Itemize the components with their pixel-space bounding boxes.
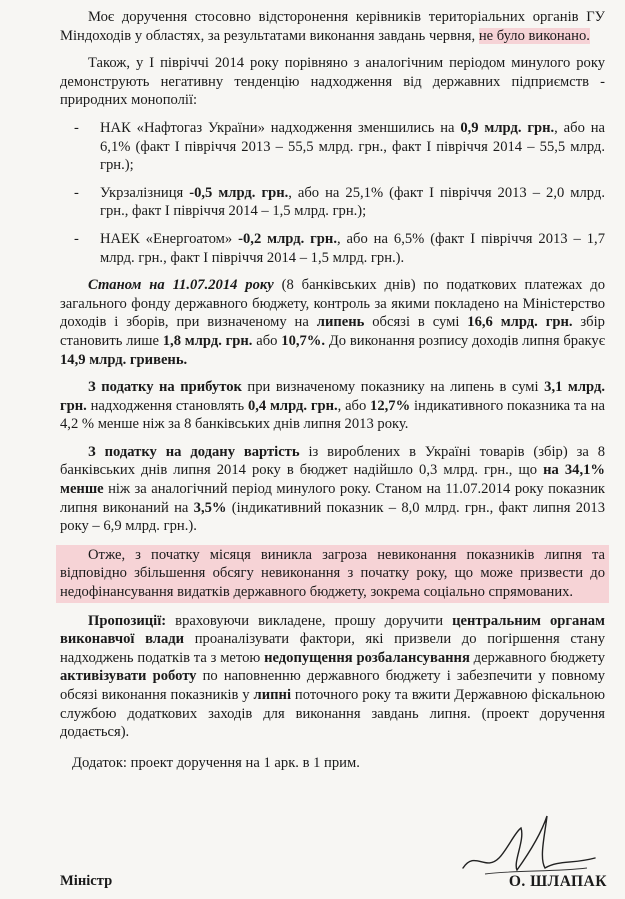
bullet-ukrzaliznytsia: - Укрзалізниця -0,5 млрд. грн., або на 25,1% (факт I півріччя 2013 – 2,0 млрд. грн., факт I півріччя 2014 – 1,5 млрд. грн.); bbox=[74, 184, 605, 220]
bullet-naftogaz: - НАК «Нафтогаз України» надходження зменшились на 0,9 млрд. грн., або на 6,1% (факт I півріччя 2013 – 55,5 млрд. грн., факт I півріччя 2014 – 55,5 млрд. грн.); bbox=[74, 119, 605, 174]
paragraph-profit-tax: З податку на прибуток при визначеному показнику на липень в сумі 3,1 млрд. грн. надходження становлять 0,4 млрд. грн., або 12,7% індикативного показника та на 4,2 % менше ніж за 8 банківських днів липня 2013 року. bbox=[60, 379, 605, 433]
highlight-not-executed: не було виконано. bbox=[478, 27, 590, 44]
attachment-note: Додаток: проект доручення на 1 арк. в 1 прим. bbox=[72, 754, 360, 771]
paragraph-dismissal: Моє доручення стосовно відсторонення керівників територіальних органів ГУ Міндоходів у областях, за результатами виконання завдань червня, не було виконано. bbox=[60, 9, 605, 44]
paragraph-proposals: Пропозиції: враховуючи викладене, прошу доручити центральним органам виконавчої влади проаналізувати фактори, які призвели до погіршення стану надходжень податків та з метою недопущення розбалансування державного бюджету активізувати роботу по наповненню державного бюджету і забезпечити у повному обсязі виконання показників у липні поточного року та вжити Державною фіскальною службою додаткових заходів для виконання завдань липня. (проект доручення додається). bbox=[60, 612, 605, 741]
bullet-energoatom: - НАЕК «Енергоатом» -0,2 млрд. грн., або на 6,5% (факт I півріччя 2013 – 1,7 млрд. грн., факт I півріччя 2014 – 1,5 млрд. грн.). bbox=[74, 230, 605, 266]
signatory-name: О. ШЛАПАК bbox=[508, 873, 607, 890]
signatory-title: Міністр bbox=[60, 873, 113, 889]
paragraph-vat: З податку на додану вартість із вироблених в Україні товарів (збір) за 8 банківських днів липня 2014 року в бюджет надійшло 0,3 млрд. грн., що на 34,1% менше ніж за аналогічний період минулого року. Станом на 11.07.2014 року показник липня виконаний на 3,5% (індикативний показник – 8,0 млрд. грн., факт липня 2013 року – 6,9 млрд. грн.). bbox=[60, 443, 605, 535]
paragraph-threat-highlighted: Отже, з початку місяця виникла загроза невиконання показників липня та відповідно збільшення обсягу невиконання з початку року, що може призвести до недофінансування видатків державного бюджету, зокрема соціально спрямованих. bbox=[56, 545, 609, 603]
paragraph-status-july: Станом на 11.07.2014 року (8 банківських днів) по податкових платежах до загального фонду державного бюджету, контроль за якими покладено на Міністерство доходів і зборів, при визначеному на липень обсязі в сумі 16,6 млрд. грн. збір становить лише 1,8 млрд. грн. або 10,7%. До виконання розпису доходів липня бракує 14,9 млрд. гривень. bbox=[60, 277, 605, 368]
paragraph-monopolies: Також, у I півріччі 2014 року порівняно з аналогічним періодом минулого року демонструють негативну тенденцію надходження від державних підприємств - природних монополії: bbox=[60, 55, 605, 109]
